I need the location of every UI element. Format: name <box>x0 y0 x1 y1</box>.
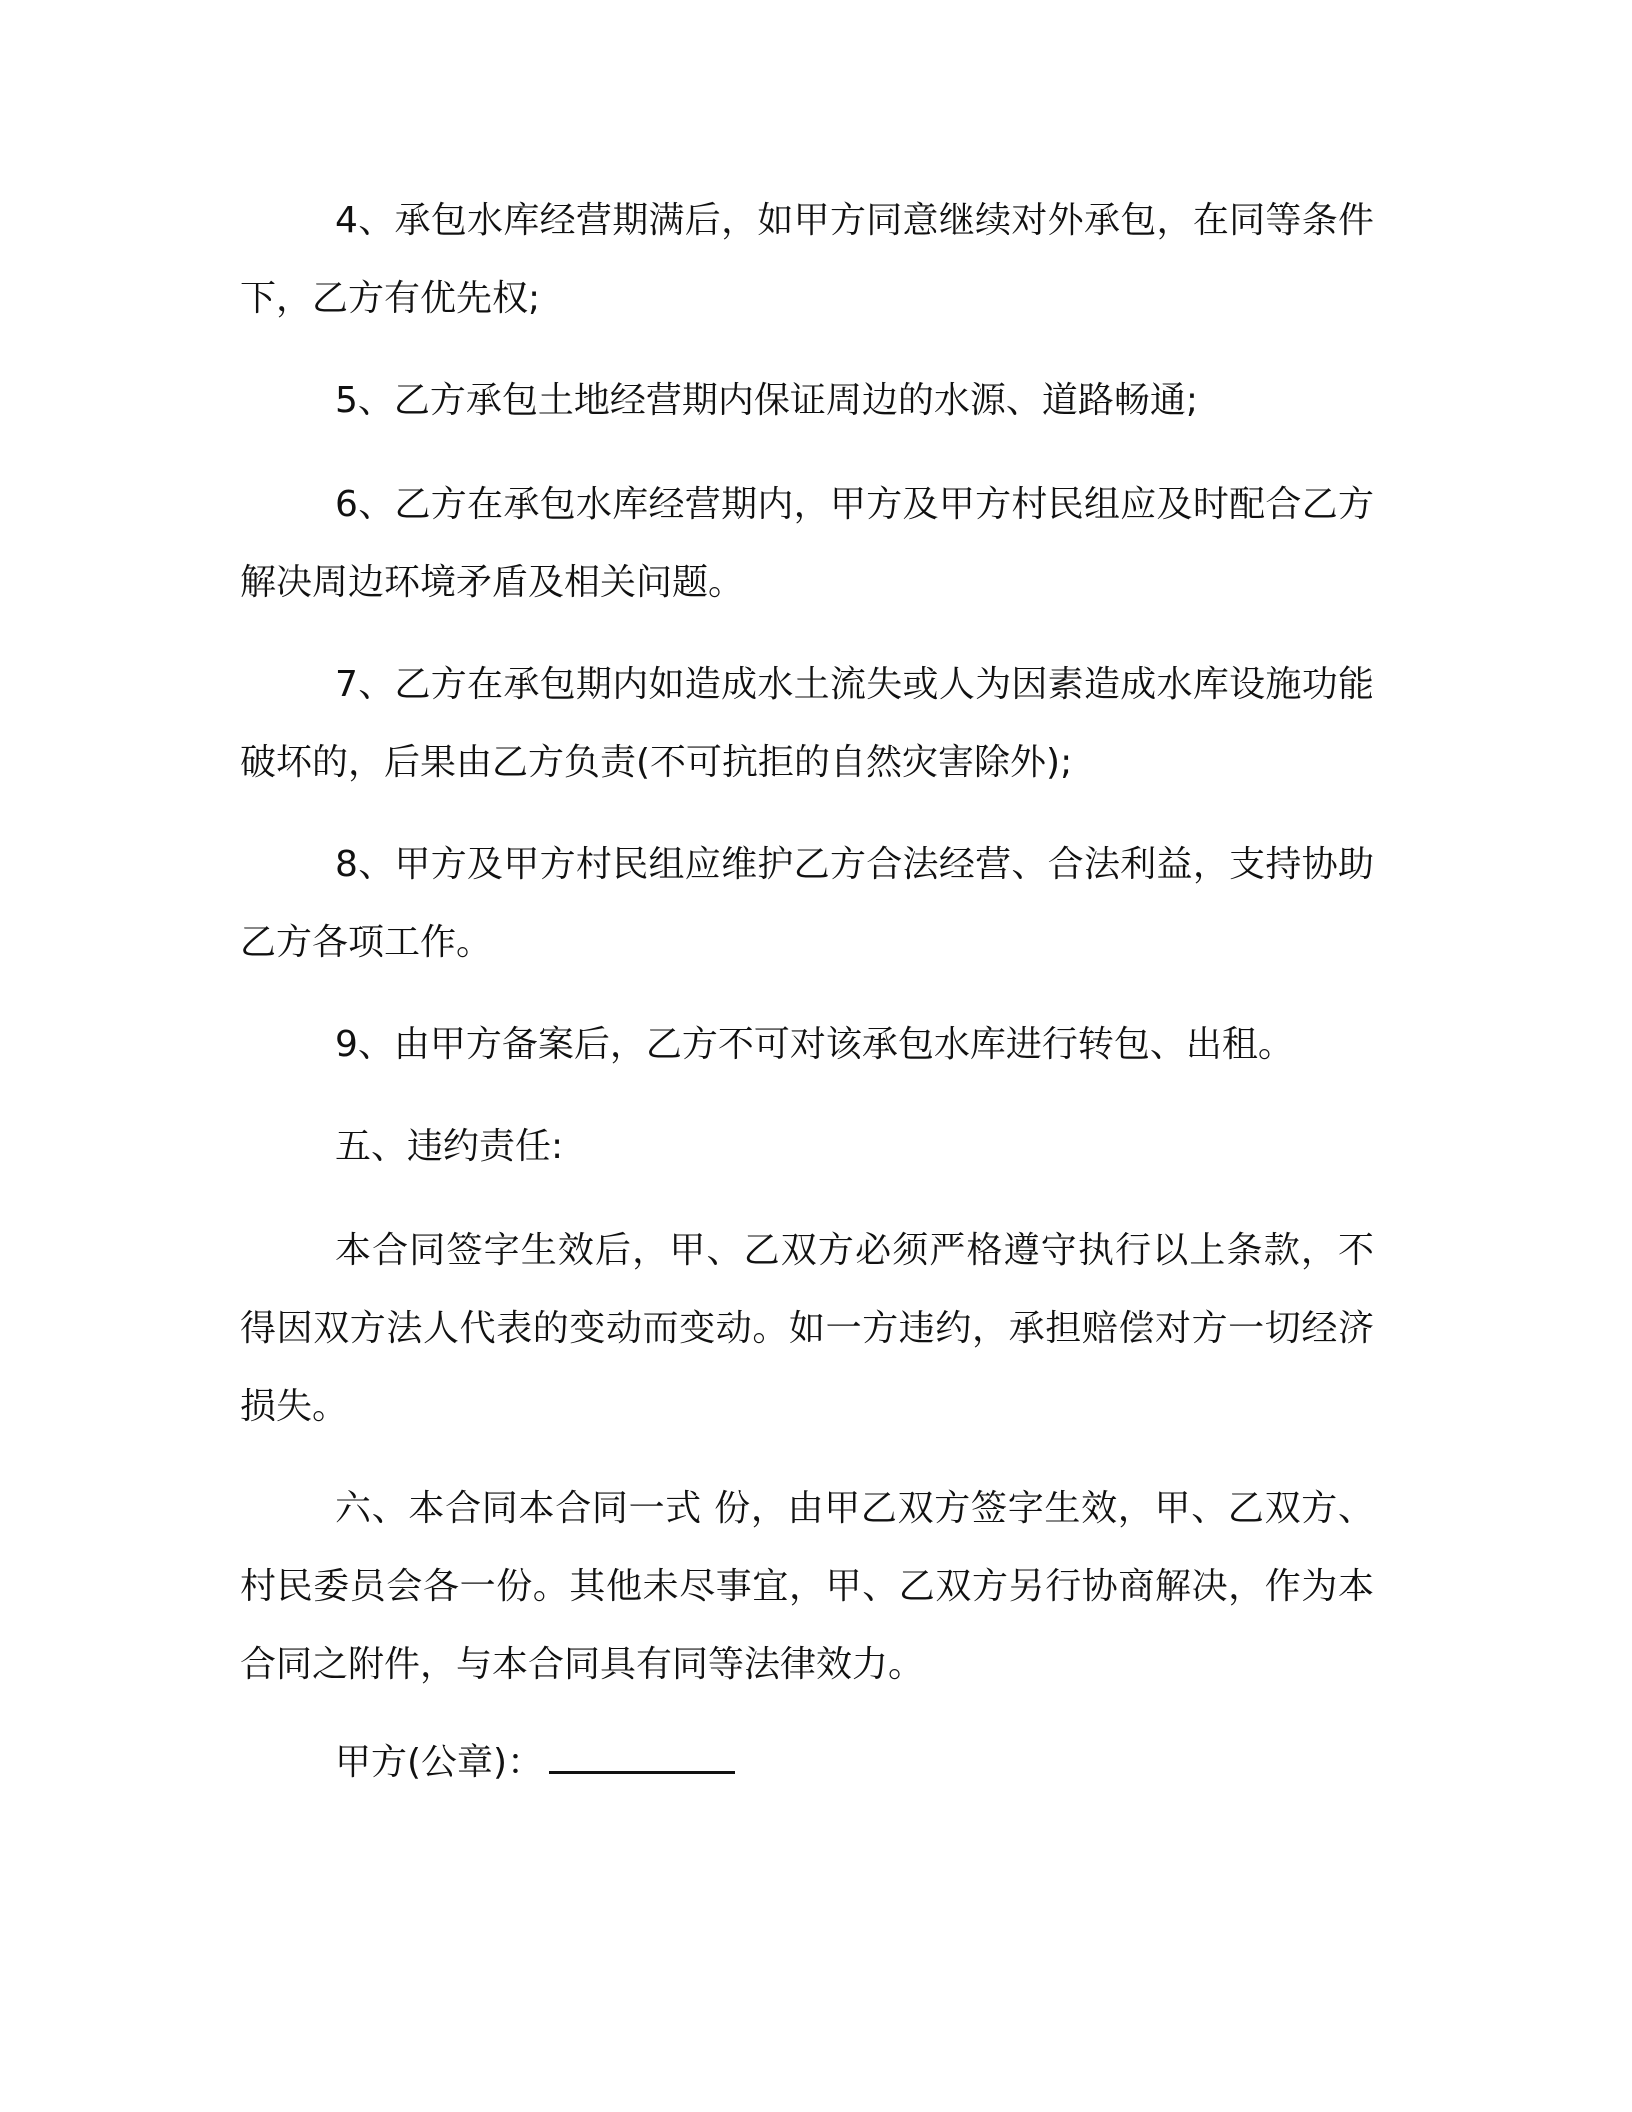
breach-liability-paragraph: 本合同签字生效后，甲、乙双方必须严格遵守执行以上条款，不得因双方法人代表的变动而变动。如一方违约，承担赔偿对方一切经济损失。 <box>240 1230 1374 1427</box>
clause-5-paragraph: 5、乙方承包土地经营期内保证周边的水源、道路畅通; <box>335 380 1199 421</box>
section-heading-breach-liability: 五、违约责任: <box>335 1126 564 1167</box>
clause-six-paragraph: 六、本合同本合同一式 份，由甲乙双方签字生效，甲、乙双方、村民委员会各一份。其他未尽事宜，甲、乙双方另行协商解决，作为本合同之附件，与本合同具有同等法律效力。 <box>240 1488 1374 1685</box>
clause-7-paragraph: 7、乙方在承包期内如造成水土流失或人为因素造成水库设施功能破坏的，后果由乙方负责(不可抗拒的自然灾害除外); <box>240 664 1374 783</box>
clause-4-paragraph: 4、承包水库经营期满后，如甲方同意继续对外承包，在同等条件下，乙方有优先权; <box>240 200 1374 319</box>
party-a-signature-label: 甲方(公章)： <box>335 1742 544 1783</box>
clause-9-paragraph: 9、由甲方备案后，乙方不可对该承包水库进行转包、出租。 <box>335 1024 1294 1065</box>
clause-8-paragraph: 8、甲方及甲方村民组应维护乙方合法经营、合法利益，支持协助乙方各项工作。 <box>240 844 1374 963</box>
party-a-signature-row <box>335 1724 1469 1802</box>
signature-blank-line <box>549 1731 735 1774</box>
clause-6-paragraph: 6、乙方在承包水库经营期内，甲方及甲方村民组应及时配合乙方解决周边环境矛盾及相关问题。 <box>240 484 1374 603</box>
